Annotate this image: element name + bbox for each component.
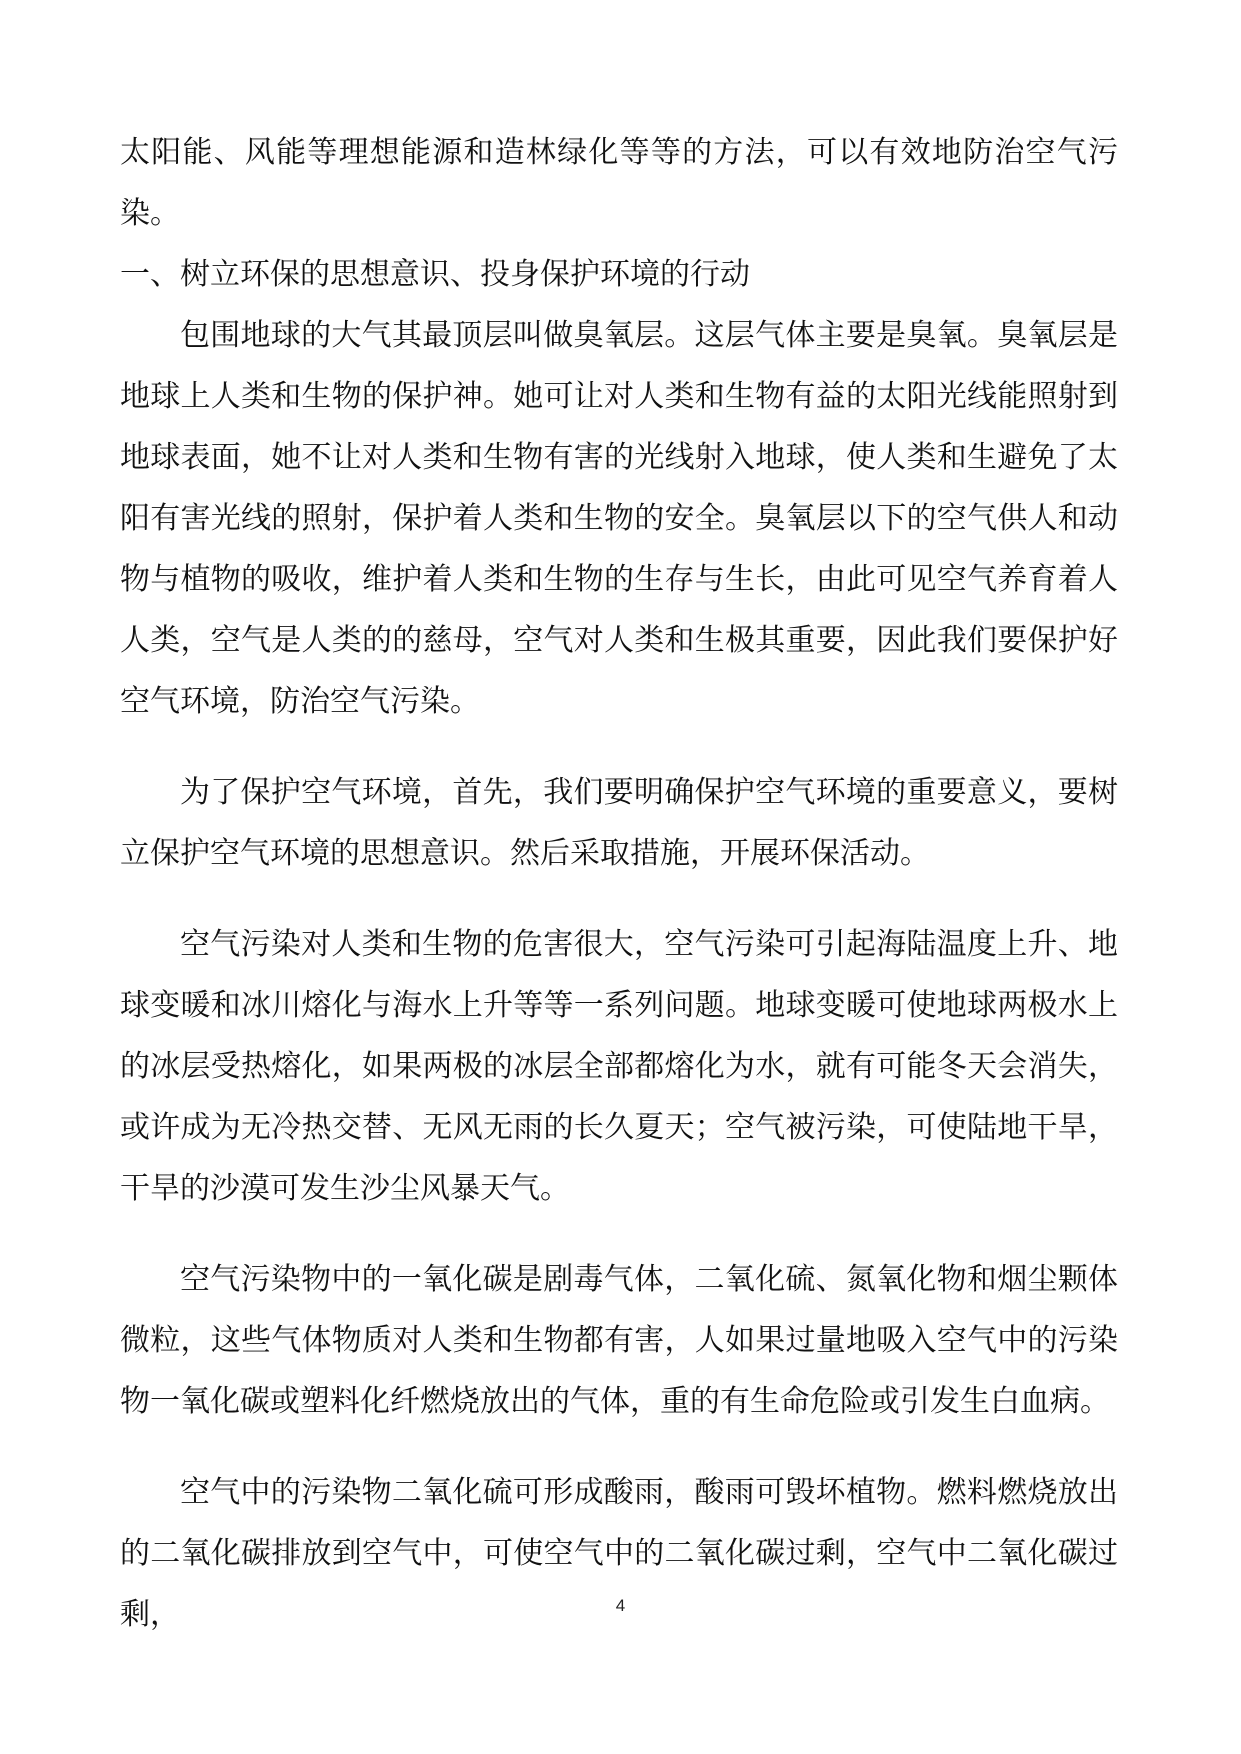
body-paragraph: 空气中的污染物二氧化硫可形成酸雨，酸雨可毁坏植物。燃料燃烧放出的二氧化碳排放到空气中，可使空气中的二氧化碳过剩，空气中二氧化碳过剩，: [120, 1475, 1118, 1632]
body-paragraph: 为了保护空气环境，首先，我们要明确保护空气环境的重要意义，要树立保护空气环境的思想意识。然后采取措施，开展环保活动。: [120, 775, 1118, 871]
body-paragraph: 包围地球的大气其最顶层叫做臭氧层。这层气体主要是臭氧。臭氧层是地球上人类和生物的保护神。她可让对人类和生物有益的太阳光线能照射到地球表面，她不让对人类和生物有害的光线射入地球，使人类和生避免了太阳有害光线的照射，保护着人类和生物的安全。臭氧层以下的空气供人和动物与植物的吸收，维护着人类和生物的生存与生长，由此可见空气养育着人人类，空气是人类的的慈母，空气对人类和生极其重要，因此我们要保护好空气环境，防治空气污染。: [120, 318, 1118, 719]
document-body: [120, 122, 1118, 1645]
section-heading: 一、树立环保的思想意识、投身保护环境的行动: [120, 257, 750, 292]
body-paragraph: 空气污染对人类和生物的危害很大，空气污染可引起海陆温度上升、地球变暖和冰川熔化与海水上升等等一系列问题。地球变暖可使地球两极水上的冰层受热熔化，如果两极的冰层全部都熔化为水，就有可能冬天会消失，或许成为无冷热交替、无风无雨的长久夏天；空气被污染，可使陆地干旱，干旱的沙漠可发生沙尘风暴天气。: [120, 927, 1118, 1206]
page-number: 4: [615, 1596, 626, 1615]
body-paragraph: 空气污染物中的一氧化碳是剧毒气体，二氧化硫、氮氧化物和烟尘颗体微粒，这些气体物质对人类和生物都有害，人如果过量地吸入空气中的污染物一氧化碳或塑料化纤燃烧放出的气体，重的有生命危险或引发生白血病。: [120, 1262, 1118, 1419]
continuation-line: 太阳能、风能等理想能源和造林绿化等等的方法，可以有效地防治空气污染。: [120, 135, 1118, 231]
